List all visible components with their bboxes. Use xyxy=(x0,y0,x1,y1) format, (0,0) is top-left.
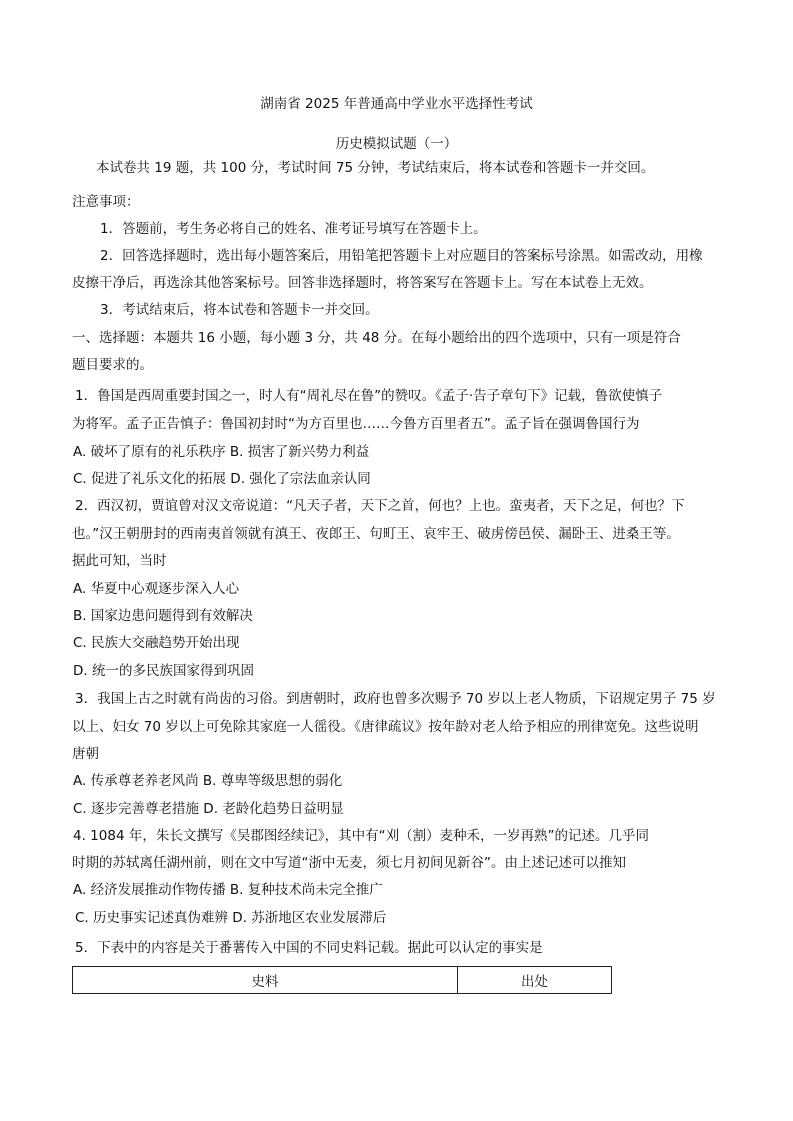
q1-stem-line-2: 为将军。孟子正告慎子：鲁国初封时“为方百里也……今鲁方百里者五”。孟子旨在强调鲁国行为 xyxy=(72,416,640,432)
exam-title: 湖南省 2025 年普通高中学业水平选择性考试 xyxy=(260,96,533,112)
q1-stem-line-1: 1．鲁国是西周重要封国之一，时人有“周礼尽在鲁”的赞叹。《孟子·告子章句下》记载，鲁欲使慎子 xyxy=(75,388,663,404)
q2-option-c: C. 民族大交融趋势开始出现 xyxy=(73,635,240,651)
q2-option-d: D. 统一的多民族国家得到巩固 xyxy=(73,663,254,679)
table-header-source: 史料 xyxy=(73,967,458,994)
q1-options-ab: A. 破坏了原有的礼乐秩序 B. 损害了新兴势力利益 xyxy=(73,444,370,460)
q2-stem-line-3: 据此可知，当时 xyxy=(72,553,167,569)
note-3: 3．考试结束后，将本试卷和答题卡一并交回。 xyxy=(100,302,379,318)
q2-option-b: B. 国家边患问题得到有效解决 xyxy=(73,608,253,624)
q5-stem: 5．下表中的内容是关于番薯传入中国的不同史料记载。据此可以认定的事实是 xyxy=(75,940,543,956)
q2-stem-line-1: 2．西汉初，贾谊曾对汉文帝说道：“凡天子者，天下之首，何也？上也。蛮夷者，天下之足，何也？下 xyxy=(75,498,685,514)
table-header-origin: 出处 xyxy=(458,967,612,994)
note-2-line-1: 2．回答选择题时，选出每小题答案后，用铅笔把答题卡上对应题目的答案标号涂黑。如需改动，用橡 xyxy=(100,248,703,264)
q3-options-ab: A. 传承尊老养老风尚 B. 尊卑等级思想的弱化 xyxy=(73,773,343,789)
q4-options-ab: A. 经济发展推动作物传播 B. 复种技术尚未完全推广 xyxy=(73,882,383,898)
q3-stem-line-3: 唐朝 xyxy=(72,746,99,762)
table-header-row xyxy=(73,967,612,994)
section-heading-line-1: 一、选择题：本题共 16 小题，每小题 3 分，共 48 分。在每小题给出的四个选项中，只有一项是符合 xyxy=(72,330,681,346)
exam-subtitle: 历史模拟试题（一） xyxy=(335,136,458,152)
q1-options-cd: C. 促进了礼乐文化的拓展 D. 强化了宗法血亲认同 xyxy=(73,471,371,487)
q2-option-a: A. 华夏中心观逐步深入人心 xyxy=(73,581,240,597)
intro-text: 本试卷共 19 题，共 100 分，考试时间 75 分钟，考试结束后，将本试卷和答题卡一并交回。 xyxy=(96,160,655,176)
q4-stem-line-1: 4. 1084 年，朱长文撰写《吴郡图经续记》，其中有“刈（割）麦种禾，一岁再熟”的记述。几乎同 xyxy=(73,828,650,844)
q4-options-cd: C. 历史事实记述真伪难辨 D. 苏浙地区农业发展滞后 xyxy=(75,910,387,926)
q4-stem-line-2: 时期的苏轼离任湖州前，则在文中写道“浙中无麦，须七月初间见新谷”。由上述记述可以推知 xyxy=(72,855,626,871)
notes-heading: 注意事项： xyxy=(72,194,140,210)
section-heading-line-2: 题目要求的。 xyxy=(72,357,153,373)
q3-stem-line-1: 3．我国上古之时就有尚齿的习俗。到唐朝时，政府也曾多次赐予 70 岁以上老人物质，下诏规定男子 75 岁 xyxy=(75,691,716,707)
q2-stem-line-2: 也。”汉王朝册封的西南夷首领就有滇王、夜郎王、句町王、哀牢王、破虏傍邑侯、漏卧王、进桑王等。 xyxy=(72,526,680,542)
note-2-line-2: 皮擦干净后，再选涂其他答案标号。回答非选择题时，将答案写在答题卡上。写在本试卷上无效。 xyxy=(72,275,653,291)
q3-stem-line-2: 以上、妇女 70 岁以上可免除其家庭一人徭役。《唐律疏议》按年龄对老人给予相应的刑律宽免。这些说明 xyxy=(72,719,699,735)
note-1: 1．答题前，考生务必将自己的姓名、准考证号填写在答题卡上。 xyxy=(100,221,487,237)
q3-options-cd: C. 逐步完善尊老措施 D. 老龄化趋势日益明显 xyxy=(73,801,344,817)
q5-source-table xyxy=(72,966,612,994)
